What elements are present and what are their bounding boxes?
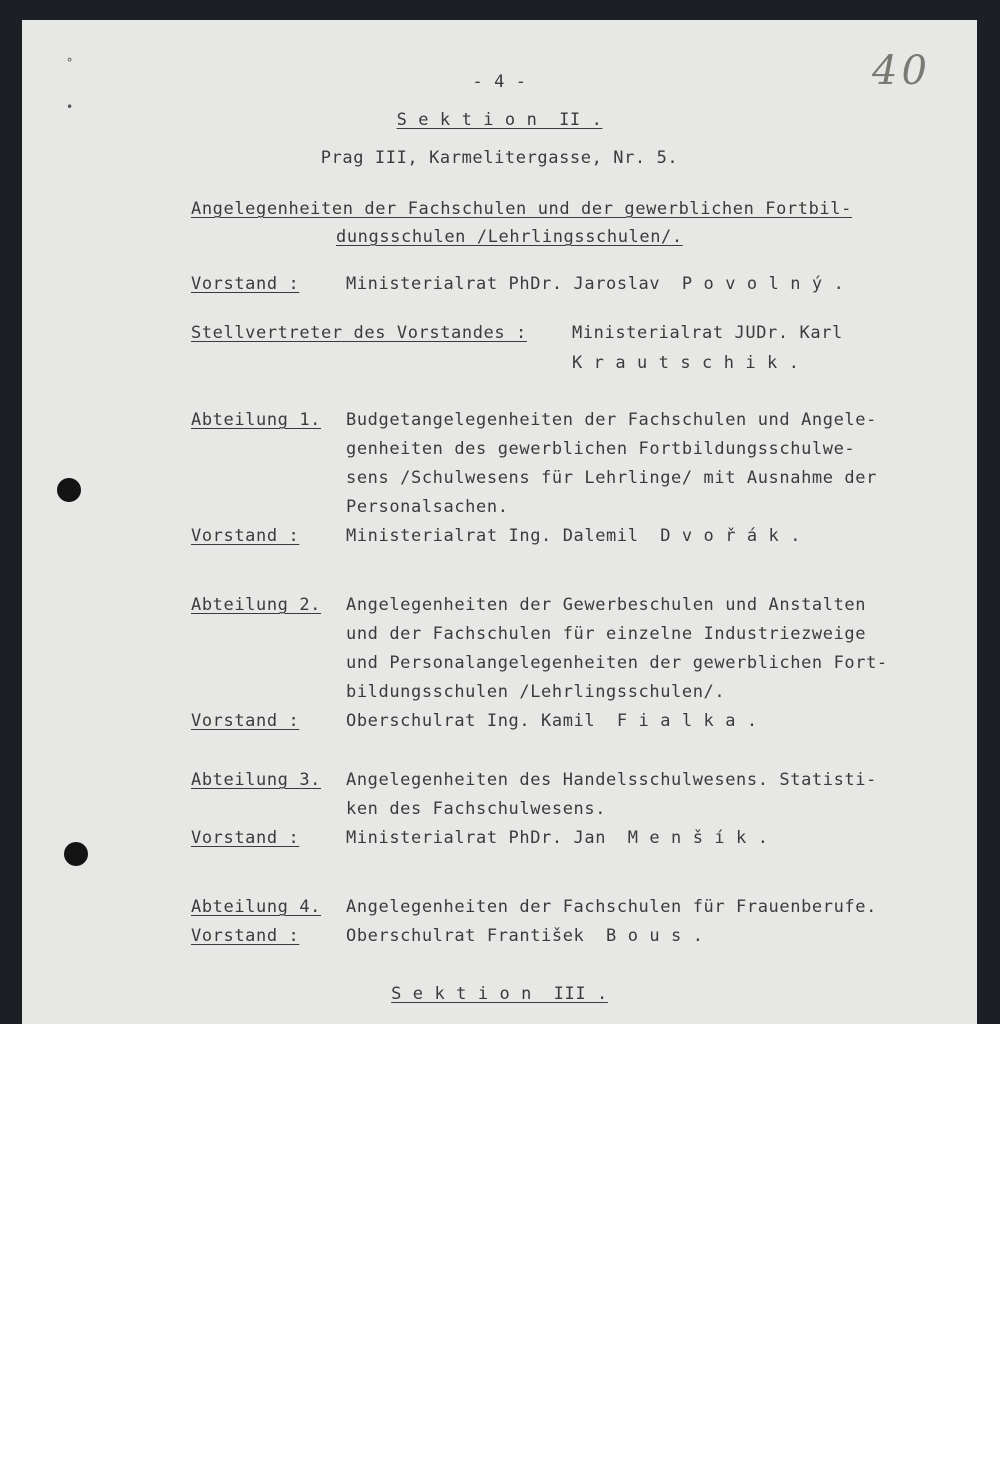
punch-hole <box>64 842 88 866</box>
department-head-label: Vorstand : <box>191 828 300 848</box>
department-text-line: Angelegenheiten der Gewerbeschulen und Anstalten <box>346 595 867 615</box>
next-section-title: S e k t i o n III . <box>391 984 608 1004</box>
page-number: - 4 - <box>472 72 527 92</box>
department-head-label: Vorstand : <box>191 526 300 546</box>
handwritten-page-number: 40 <box>872 48 931 94</box>
department-head-value: Oberschulrat Ing. Kamil F i a l k a . <box>346 711 758 731</box>
department-head-label: Vorstand : <box>191 711 300 731</box>
department-text-line: Angelegenheiten des Handelsschulwesens. Statisti- <box>346 770 877 790</box>
department-head-label: Vorstand : <box>191 926 300 946</box>
department-label: Abteilung 3. <box>191 770 322 790</box>
department-text-line: und Personalangelegenheiten der gewerblichen Fort- <box>346 653 888 673</box>
department-label: Abteilung 1. <box>191 410 322 430</box>
department-text-line: und der Fachschulen für einzelne Industriezweige <box>346 624 867 644</box>
department-text-line: bildungsschulen /Lehrlingsschulen/. <box>346 682 726 702</box>
department-text-line: genheiten des gewerblichen Fortbildungsschulwe- <box>346 439 856 459</box>
department-text-line: ken des Fachschulwesens. <box>346 799 607 819</box>
department-text-line: Personalsachen. <box>346 497 509 517</box>
punch-hole <box>57 478 81 502</box>
department-head-value: Oberschulrat František B o u s . <box>346 926 704 946</box>
section-title: S e k t i o n II . <box>396 110 603 130</box>
department-head-value: Ministerialrat Ing. Dalemil D v o ř á k . <box>346 526 802 546</box>
deputy-label: Stellvertreter des Vorstandes : <box>191 323 527 343</box>
head-label: Vorstand : <box>191 274 300 294</box>
department-text-line: Angelegenheiten der Fachschulen für Frauenberufe. <box>346 897 877 917</box>
department-head-value: Ministerialrat PhDr. Jan M e n š í k . <box>346 828 769 848</box>
department-label: Abteilung 2. <box>191 595 322 615</box>
deputy-value-line-1: Ministerialrat JUDr. Karl <box>572 323 843 343</box>
department-text-line: Budgetangelegenheiten der Fachschulen und Angele- <box>346 410 877 430</box>
head-value: Ministerialrat PhDr. Jaroslav P o v o l n ý . <box>346 274 845 294</box>
margin-mark: ° <box>66 56 74 70</box>
section-subject-line-1: Angelegenheiten der Fachschulen und der gewerblichen Fortbil- <box>191 199 852 219</box>
department-text-line: sens /Schulwesens für Lehrlinge/ mit Ausnahme der <box>346 468 877 488</box>
section-subject-line-2: dungsschulen /Lehrlingsschulen/. <box>336 227 683 247</box>
section-address: Prag III, Karmelitergasse, Nr. 5. <box>320 148 679 168</box>
margin-mark: • <box>66 100 74 114</box>
deputy-value-line-2: K r a u t s c h i k . <box>572 353 800 373</box>
department-label: Abteilung 4. <box>191 897 322 917</box>
document-page <box>22 20 977 1024</box>
